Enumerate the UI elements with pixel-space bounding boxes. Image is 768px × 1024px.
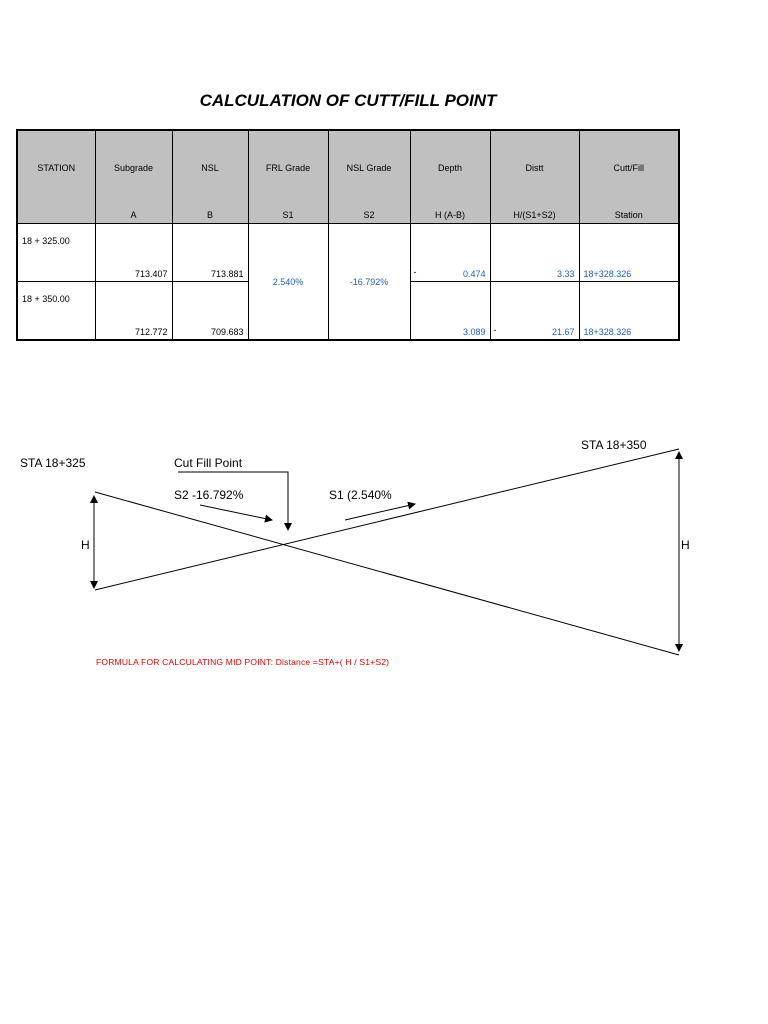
distt-sign: -: [493, 325, 497, 335]
s1-label: S1 (2.540%: [329, 488, 392, 502]
nsl-grade-cell: -16.792%: [328, 224, 410, 341]
header-subgrade: Subgrade A: [95, 130, 172, 224]
subgrade-cell: 712.772: [95, 282, 172, 341]
distt-value: 3.33: [556, 269, 575, 279]
page-title: CALCULATION OF CUTT/FILL POINT: [199, 91, 497, 110]
header-station: STATION: [17, 130, 95, 224]
s1-arrow: [345, 504, 415, 520]
header-cutfill: Cutt/Fill Station: [579, 130, 679, 224]
station-cell: 18 + 325.00: [17, 224, 95, 282]
cutfill-cell: 18+328.326: [579, 282, 679, 341]
formula-note: FORMULA FOR CALCULATING MID POINT: Distance =STA+( H / S1+S2): [96, 657, 390, 667]
header-nsl-grade: NSL Grade S2: [328, 130, 410, 224]
cutfill-cell: 18+328.326: [579, 224, 679, 282]
nsl-cell: 709.683: [172, 282, 248, 341]
header-depth: Depth H (A-B): [410, 130, 490, 224]
h-left-label: H: [81, 538, 90, 552]
nsl-line: [95, 492, 679, 655]
header-frl-grade: FRL Grade S1: [248, 130, 328, 224]
subgrade-cell: 713.407: [95, 224, 172, 282]
station-cell: 18 + 350.00: [17, 282, 95, 341]
distt-value: 21.67: [551, 327, 575, 337]
depth-value: 0.474: [462, 269, 486, 279]
cut-fill-point-label: Cut Fill Point: [174, 456, 243, 470]
frl-grade-cell: 2.540%: [248, 224, 328, 341]
sta-right-label: STA 18+350: [581, 438, 647, 452]
s2-label: S2 -16.792%: [174, 488, 244, 502]
s2-arrow: [200, 505, 272, 520]
depth-sign: -: [413, 267, 417, 277]
h-right-label: H: [681, 538, 690, 552]
header-distt: Distt H/(S1+S2): [490, 130, 579, 224]
header-nsl: NSL B: [172, 130, 248, 224]
depth-value: 3.089: [462, 327, 486, 337]
sta-left-label: STA 18+325: [20, 456, 86, 470]
nsl-cell: 713.881: [172, 224, 248, 282]
frl-line: [95, 449, 679, 590]
